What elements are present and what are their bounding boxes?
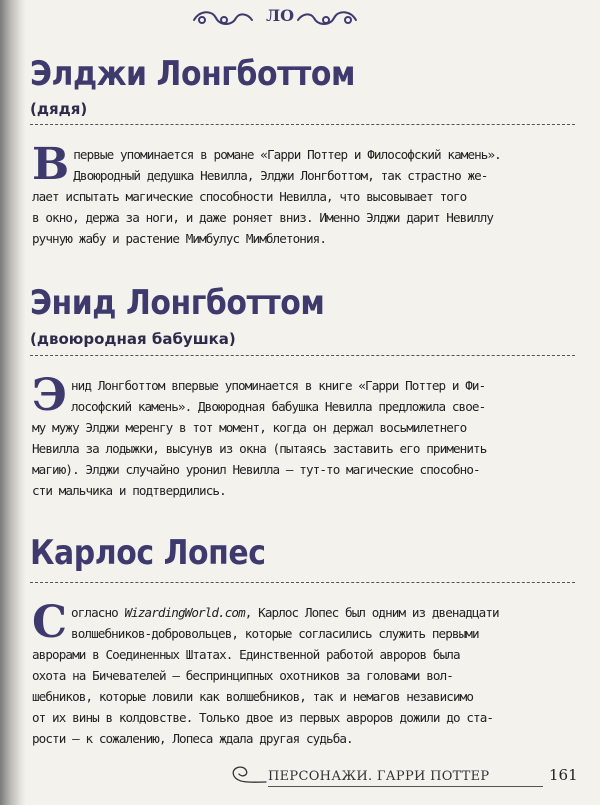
- drop-cap: С: [32, 597, 68, 648]
- text-line: му мужу Элджи меренгу в тот момент, когда он держал восьмилетнего: [32, 420, 467, 435]
- drop-cap: В: [32, 139, 70, 190]
- entry-title-enid: Энид Лонгботтом: [30, 283, 325, 323]
- section-divider: [30, 124, 575, 125]
- drop-cap: Э: [32, 370, 67, 421]
- text-line: сти мальчика и подтвердились.: [32, 483, 226, 498]
- section-letters: ЛО: [265, 6, 295, 25]
- text-line: шебников, которые ловили как волшебников, так и немагов независимо: [32, 689, 474, 704]
- footer-swirl-ornament: [228, 760, 268, 786]
- text-line: волшебников-добровольцев, которые согласились служить первыми: [71, 626, 479, 641]
- text-line: аврорами в Соединенных Штатах. Единственной работой авроров была: [32, 647, 460, 662]
- text-line: в окно, держа за ноги, и даже роняет вниз. Именно Элджи дарит Невиллу: [32, 210, 494, 225]
- entry-body-carlos: [32, 597, 572, 749]
- text-line: первые упоминается в романе «Гарри Поттер и Философский камень».: [73, 147, 501, 162]
- entry-body-enid: [32, 370, 572, 501]
- source-website: WizardingWorld.com: [124, 605, 245, 620]
- entry-title-carlos: Карлос Лопес: [30, 533, 266, 573]
- text-line: от их вины в колдовстве. Только двое из первых авроров дожили до ста-: [32, 710, 494, 725]
- book-spine-shadow: [0, 0, 26, 805]
- text-line: магию). Элджи случайно уронил Невилла — тут-то магические способно-: [32, 462, 480, 477]
- running-title: ПЕРСОНАЖИ. ГАРРИ ПОТТЕР: [268, 769, 490, 784]
- text-line: рости — к сожалению, Лопеса ждала другая судьба.: [32, 731, 353, 746]
- entry-relation-algie: (дядя): [30, 100, 88, 118]
- text-line: лософский камень». Двоюродная бабушка Невилла предложила свое-: [71, 399, 486, 414]
- text-fragment: огласно: [71, 605, 125, 620]
- text-line: нид Лонгботтом впервые упоминается в книге «Гарри Поттер и Фи-: [71, 378, 486, 393]
- entry-relation-enid: (двоюродная бабушка): [30, 330, 236, 348]
- text-line: охота на Бичевателей — беспринципных охотников за головами вол-: [32, 668, 453, 683]
- text-line: Невилла за лодыжки, высунув из окна (пытаясь заставить его применить: [32, 441, 487, 456]
- text-line: лает испытать магические способности Невилла, что высовывает того: [32, 189, 467, 204]
- footer-rule: [268, 786, 543, 787]
- section-divider: [30, 355, 575, 356]
- text-line: ручную жабу и растение Мимбулус Мимблетония.: [32, 231, 327, 246]
- text-line: [32, 602, 572, 623]
- entry-title-algie: Элджи Лонгботтом: [30, 54, 356, 94]
- text-line: Двоюродный дедушка Невилла, Элджи Лонгботтом, так страстно же-: [73, 168, 488, 183]
- text-fragment: , Карлос Лопес был одним из двенадцати: [244, 605, 499, 620]
- page-number: 161: [549, 766, 578, 784]
- section-divider: [30, 582, 575, 583]
- entry-body-algie: [32, 139, 572, 249]
